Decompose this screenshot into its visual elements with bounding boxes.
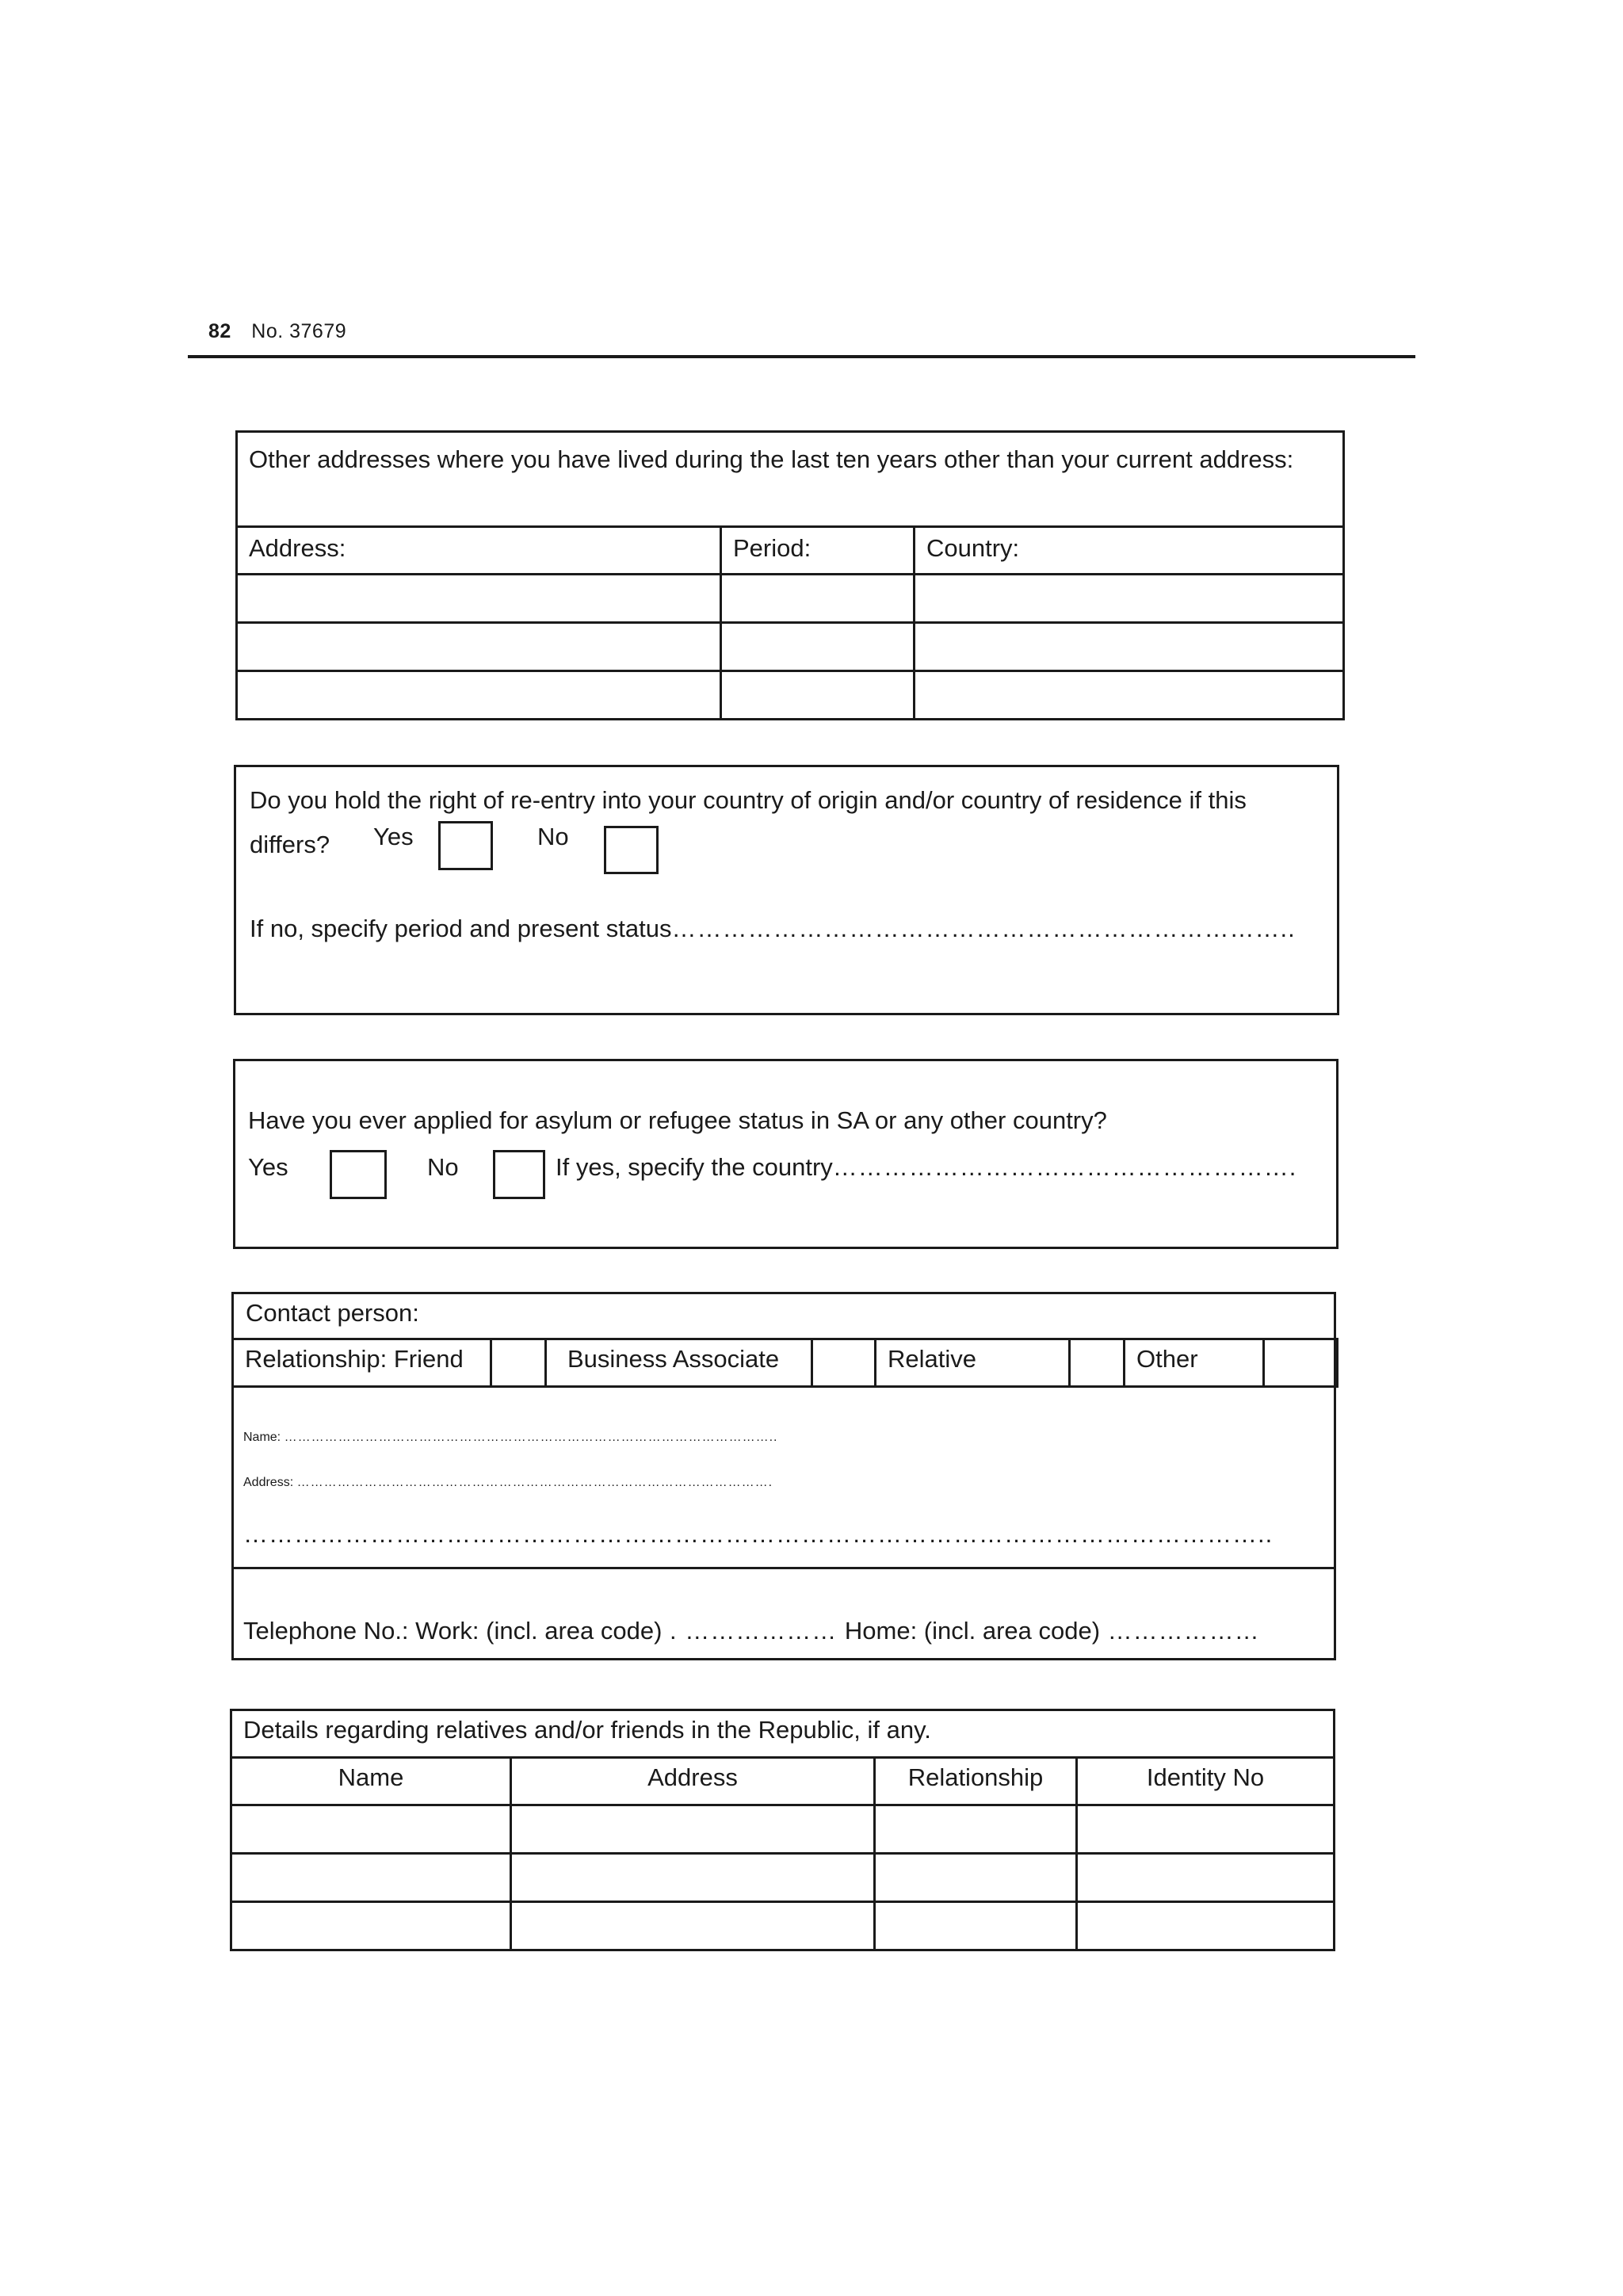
period-cell[interactable] bbox=[721, 623, 915, 671]
relative-checkbox[interactable] bbox=[1070, 1339, 1125, 1387]
asylum-yes-checkbox[interactable] bbox=[330, 1150, 387, 1199]
relationship-column-header: Relationship bbox=[875, 1758, 1077, 1805]
address-cell[interactable] bbox=[511, 1854, 875, 1902]
reentry-no-checkbox[interactable] bbox=[604, 826, 659, 874]
relationship-cell[interactable] bbox=[875, 1902, 1077, 1950]
address-column-header: Address: bbox=[237, 527, 721, 575]
address-cell[interactable] bbox=[511, 1805, 875, 1854]
period-cell[interactable] bbox=[721, 671, 915, 720]
contact-name-line: Name: ……………………………………………………………………………………………….. bbox=[243, 1431, 778, 1444]
friend-checkbox[interactable] bbox=[491, 1339, 546, 1387]
period-column-header: Period: bbox=[721, 527, 915, 575]
asylum-no-label: No bbox=[427, 1153, 459, 1181]
contact-person-title: Contact person: bbox=[246, 1299, 419, 1327]
name-cell[interactable] bbox=[231, 1854, 511, 1902]
reentry-status-field[interactable]: ……………………………………………………………….. bbox=[671, 915, 1296, 942]
table-row bbox=[231, 1902, 1335, 1950]
header-rule bbox=[188, 355, 1415, 358]
reentry-question: Do you hold the right of re-entry into your country of origin and/or country of residence if this differs? bbox=[250, 786, 1247, 858]
address-column-header: Address bbox=[511, 1758, 875, 1805]
asylum-section bbox=[233, 1059, 1338, 1249]
country-cell[interactable] bbox=[915, 671, 1344, 720]
relatives-intro: Details regarding relatives and/or friends in the Republic, if any. bbox=[231, 1710, 1335, 1758]
relationship-cell[interactable] bbox=[875, 1854, 1077, 1902]
country-cell[interactable] bbox=[915, 623, 1344, 671]
name-cell[interactable] bbox=[231, 1902, 511, 1950]
reentry-no-label: No bbox=[537, 823, 569, 850]
name-column-header: Name bbox=[231, 1758, 511, 1805]
contact-name-field[interactable]: ……………………………………………………………………………………………….. bbox=[284, 1431, 778, 1444]
contact-address-field-2[interactable]: ………………………………………………………………………………………………………….. bbox=[243, 1520, 1274, 1548]
table-row bbox=[237, 575, 1344, 623]
reentry-if-no: If no, specify period and present status……………………………………………………………….. bbox=[250, 915, 1296, 942]
gazette-number: No. 37679 bbox=[251, 320, 347, 342]
country-cell[interactable] bbox=[915, 575, 1344, 623]
address-cell[interactable] bbox=[237, 623, 721, 671]
name-cell[interactable] bbox=[231, 1805, 511, 1854]
other-addresses-intro: Other addresses where you have lived during the last ten years other than your current address: bbox=[237, 432, 1344, 527]
contact-address-field[interactable]: ……………………………………………………………………………………………. bbox=[296, 1476, 773, 1489]
identity-cell[interactable] bbox=[1077, 1854, 1335, 1902]
identity-cell[interactable] bbox=[1077, 1805, 1335, 1854]
table-row bbox=[231, 1805, 1335, 1854]
asylum-no-checkbox[interactable] bbox=[493, 1150, 545, 1199]
asylum-if-yes: If yes, specify the country………………………………………………. bbox=[556, 1153, 1297, 1181]
page-header bbox=[208, 320, 346, 343]
business-associate-label: Business Associate bbox=[546, 1339, 812, 1387]
asylum-yes-label: Yes bbox=[248, 1153, 288, 1181]
identity-cell[interactable] bbox=[1077, 1902, 1335, 1950]
country-column-header: Country: bbox=[915, 527, 1344, 575]
contact-address-line: Address: ……………………………………………………………………………………………. bbox=[243, 1476, 773, 1489]
work-phone-field[interactable]: . ……………… bbox=[662, 1617, 845, 1645]
contact-telephone-line: Telephone No.: Work: (incl. area code) . ……………… Home: (incl. area code) ……………… bbox=[243, 1617, 1260, 1645]
address-cell[interactable] bbox=[237, 575, 721, 623]
table-row bbox=[237, 623, 1344, 671]
identity-column-header: Identity No bbox=[1077, 1758, 1335, 1805]
reentry-yes-label: Yes bbox=[369, 823, 418, 851]
table-row bbox=[231, 1854, 1335, 1902]
period-cell[interactable] bbox=[721, 575, 915, 623]
relationship-cell[interactable] bbox=[875, 1805, 1077, 1854]
relationship-friend-label: Relationship: Friend bbox=[233, 1339, 491, 1387]
contact-divider bbox=[231, 1567, 1336, 1569]
asylum-country-field[interactable]: ………………………………………………. bbox=[832, 1153, 1297, 1181]
other-addresses-table bbox=[235, 430, 1345, 720]
other-label: Other bbox=[1125, 1339, 1264, 1387]
address-cell[interactable] bbox=[237, 671, 721, 720]
other-checkbox[interactable] bbox=[1264, 1339, 1338, 1387]
address-cell[interactable] bbox=[511, 1902, 875, 1950]
business-associate-checkbox[interactable] bbox=[812, 1339, 876, 1387]
page-number: 82 bbox=[208, 320, 231, 342]
reentry-yes-checkbox[interactable] bbox=[438, 821, 493, 870]
reentry-section bbox=[234, 765, 1339, 1015]
relative-label: Relative bbox=[876, 1339, 1070, 1387]
relatives-table bbox=[230, 1709, 1335, 1951]
home-phone-field[interactable]: ……………… bbox=[1100, 1617, 1260, 1645]
relationship-row bbox=[231, 1338, 1338, 1388]
asylum-question: Have you ever applied for asylum or refugee status in SA or any other country? bbox=[248, 1106, 1107, 1134]
table-row bbox=[237, 671, 1344, 720]
